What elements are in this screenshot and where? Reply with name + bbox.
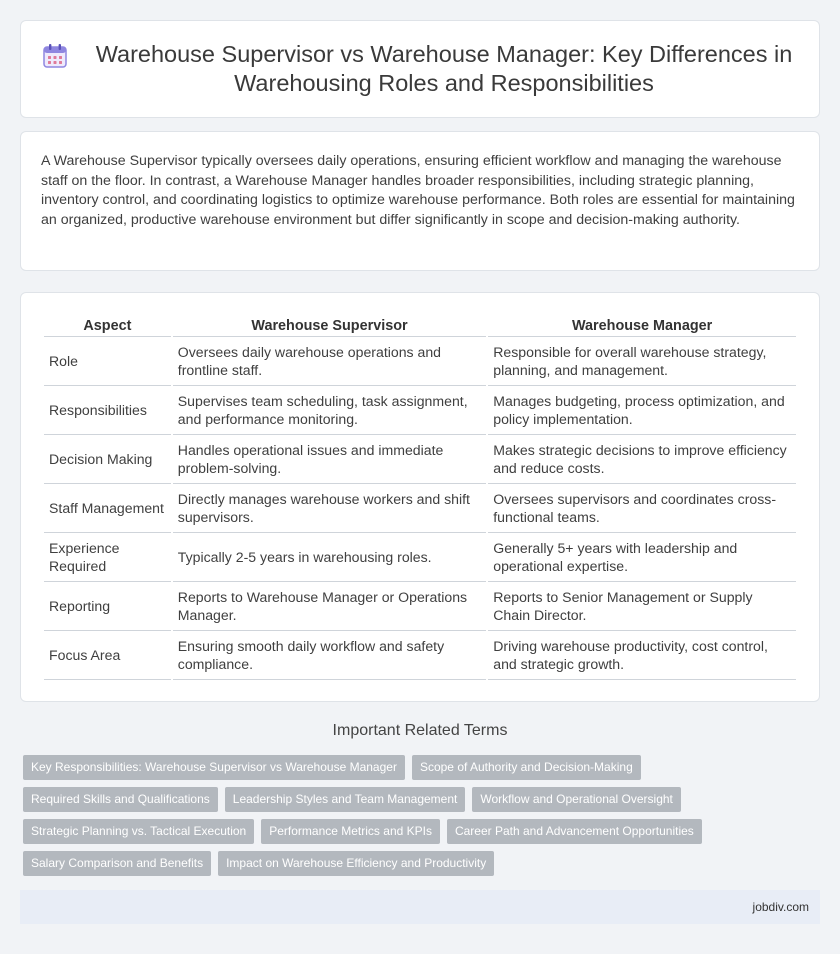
table-row	[44, 386, 796, 435]
supervisor-cell: Reports to Warehouse Manager or Operations Manager.	[173, 582, 486, 631]
column-header-supervisor: Warehouse Supervisor	[173, 313, 486, 337]
table-row	[44, 533, 796, 582]
column-header-manager: Warehouse Manager	[488, 313, 796, 337]
aspect-cell: Staff Management	[44, 484, 171, 533]
aspect-cell: Reporting	[44, 582, 171, 631]
table-header-row	[44, 313, 796, 337]
supervisor-cell: Typically 2-5 years in warehousing roles.	[173, 533, 486, 582]
related-term-tag[interactable]: Impact on Warehouse Efficiency and Productivity	[218, 851, 494, 876]
manager-cell: Responsible for overall warehouse strategy, planning, and management.	[488, 337, 796, 386]
table-row	[44, 631, 796, 680]
column-header-aspect: Aspect	[44, 313, 171, 337]
manager-cell: Generally 5+ years with leadership and operational expertise.	[488, 533, 796, 582]
table-row	[44, 337, 796, 386]
intro-paragraph: A Warehouse Supervisor typically oversees daily operations, ensuring efficient workflow and managing the warehouse staff on the floor. In contrast, a Warehouse Manager handles broader responsibilities, including strategic planning, inventory control, and coordinating logistics to optimize warehouse performance. Both roles are essential for maintaining an organized, productive warehouse environment but differ significantly in scope and decision-making authority.	[41, 153, 795, 228]
manager-cell: Driving warehouse productivity, cost control, and strategic growth.	[488, 631, 796, 680]
comparison-table	[42, 313, 798, 680]
related-term-tag[interactable]: Strategic Planning vs. Tactical Execution	[23, 819, 254, 844]
aspect-cell: Role	[44, 337, 171, 386]
related-term-tag[interactable]: Career Path and Advancement Opportunities	[447, 819, 702, 844]
calendar-icon	[41, 42, 69, 70]
manager-cell: Makes strategic decisions to improve efficiency and reduce costs.	[488, 435, 796, 484]
manager-cell: Reports to Senior Management or Supply Chain Director.	[488, 582, 796, 631]
footer	[20, 890, 820, 924]
related-term-tag[interactable]: Leadership Styles and Team Management	[225, 787, 466, 812]
aspect-cell: Responsibilities	[44, 386, 171, 435]
aspect-cell: Decision Making	[44, 435, 171, 484]
page-title: Warehouse Supervisor vs Warehouse Manager: Key Differences in Warehousing Roles and Responsibilities	[95, 41, 793, 96]
supervisor-cell: Supervises team scheduling, task assignment, and performance monitoring.	[173, 386, 486, 435]
related-term-tag[interactable]: Workflow and Operational Oversight	[472, 787, 681, 812]
intro-card	[20, 131, 820, 271]
footer-site-link[interactable]: jobdiv.com	[752, 900, 809, 914]
table-row	[44, 484, 796, 533]
supervisor-cell: Ensuring smooth daily workflow and safety compliance.	[173, 631, 486, 680]
related-term-tag[interactable]: Performance Metrics and KPIs	[261, 819, 440, 844]
related-term-tag[interactable]: Scope of Authority and Decision-Making	[412, 755, 641, 780]
manager-cell: Manages budgeting, process optimization, and policy implementation.	[488, 386, 796, 435]
aspect-cell: Experience Required	[44, 533, 171, 582]
related-term-tag[interactable]: Salary Comparison and Benefits	[23, 851, 211, 876]
related-term-tag[interactable]: Key Responsibilities: Warehouse Supervisor vs Warehouse Manager	[23, 755, 405, 780]
aspect-cell: Focus Area	[44, 631, 171, 680]
table-row	[44, 582, 796, 631]
title-card	[20, 20, 820, 118]
related-terms-list	[23, 755, 813, 876]
supervisor-cell: Directly manages warehouse workers and shift supervisors.	[173, 484, 486, 533]
table-row	[44, 435, 796, 484]
related-terms-heading: Important Related Terms	[332, 722, 508, 739]
supervisor-cell: Handles operational issues and immediate problem-solving.	[173, 435, 486, 484]
comparison-card	[20, 292, 820, 702]
supervisor-cell: Oversees daily warehouse operations and frontline staff.	[173, 337, 486, 386]
manager-cell: Oversees supervisors and coordinates cross-functional teams.	[488, 484, 796, 533]
related-term-tag[interactable]: Required Skills and Qualifications	[23, 787, 218, 812]
